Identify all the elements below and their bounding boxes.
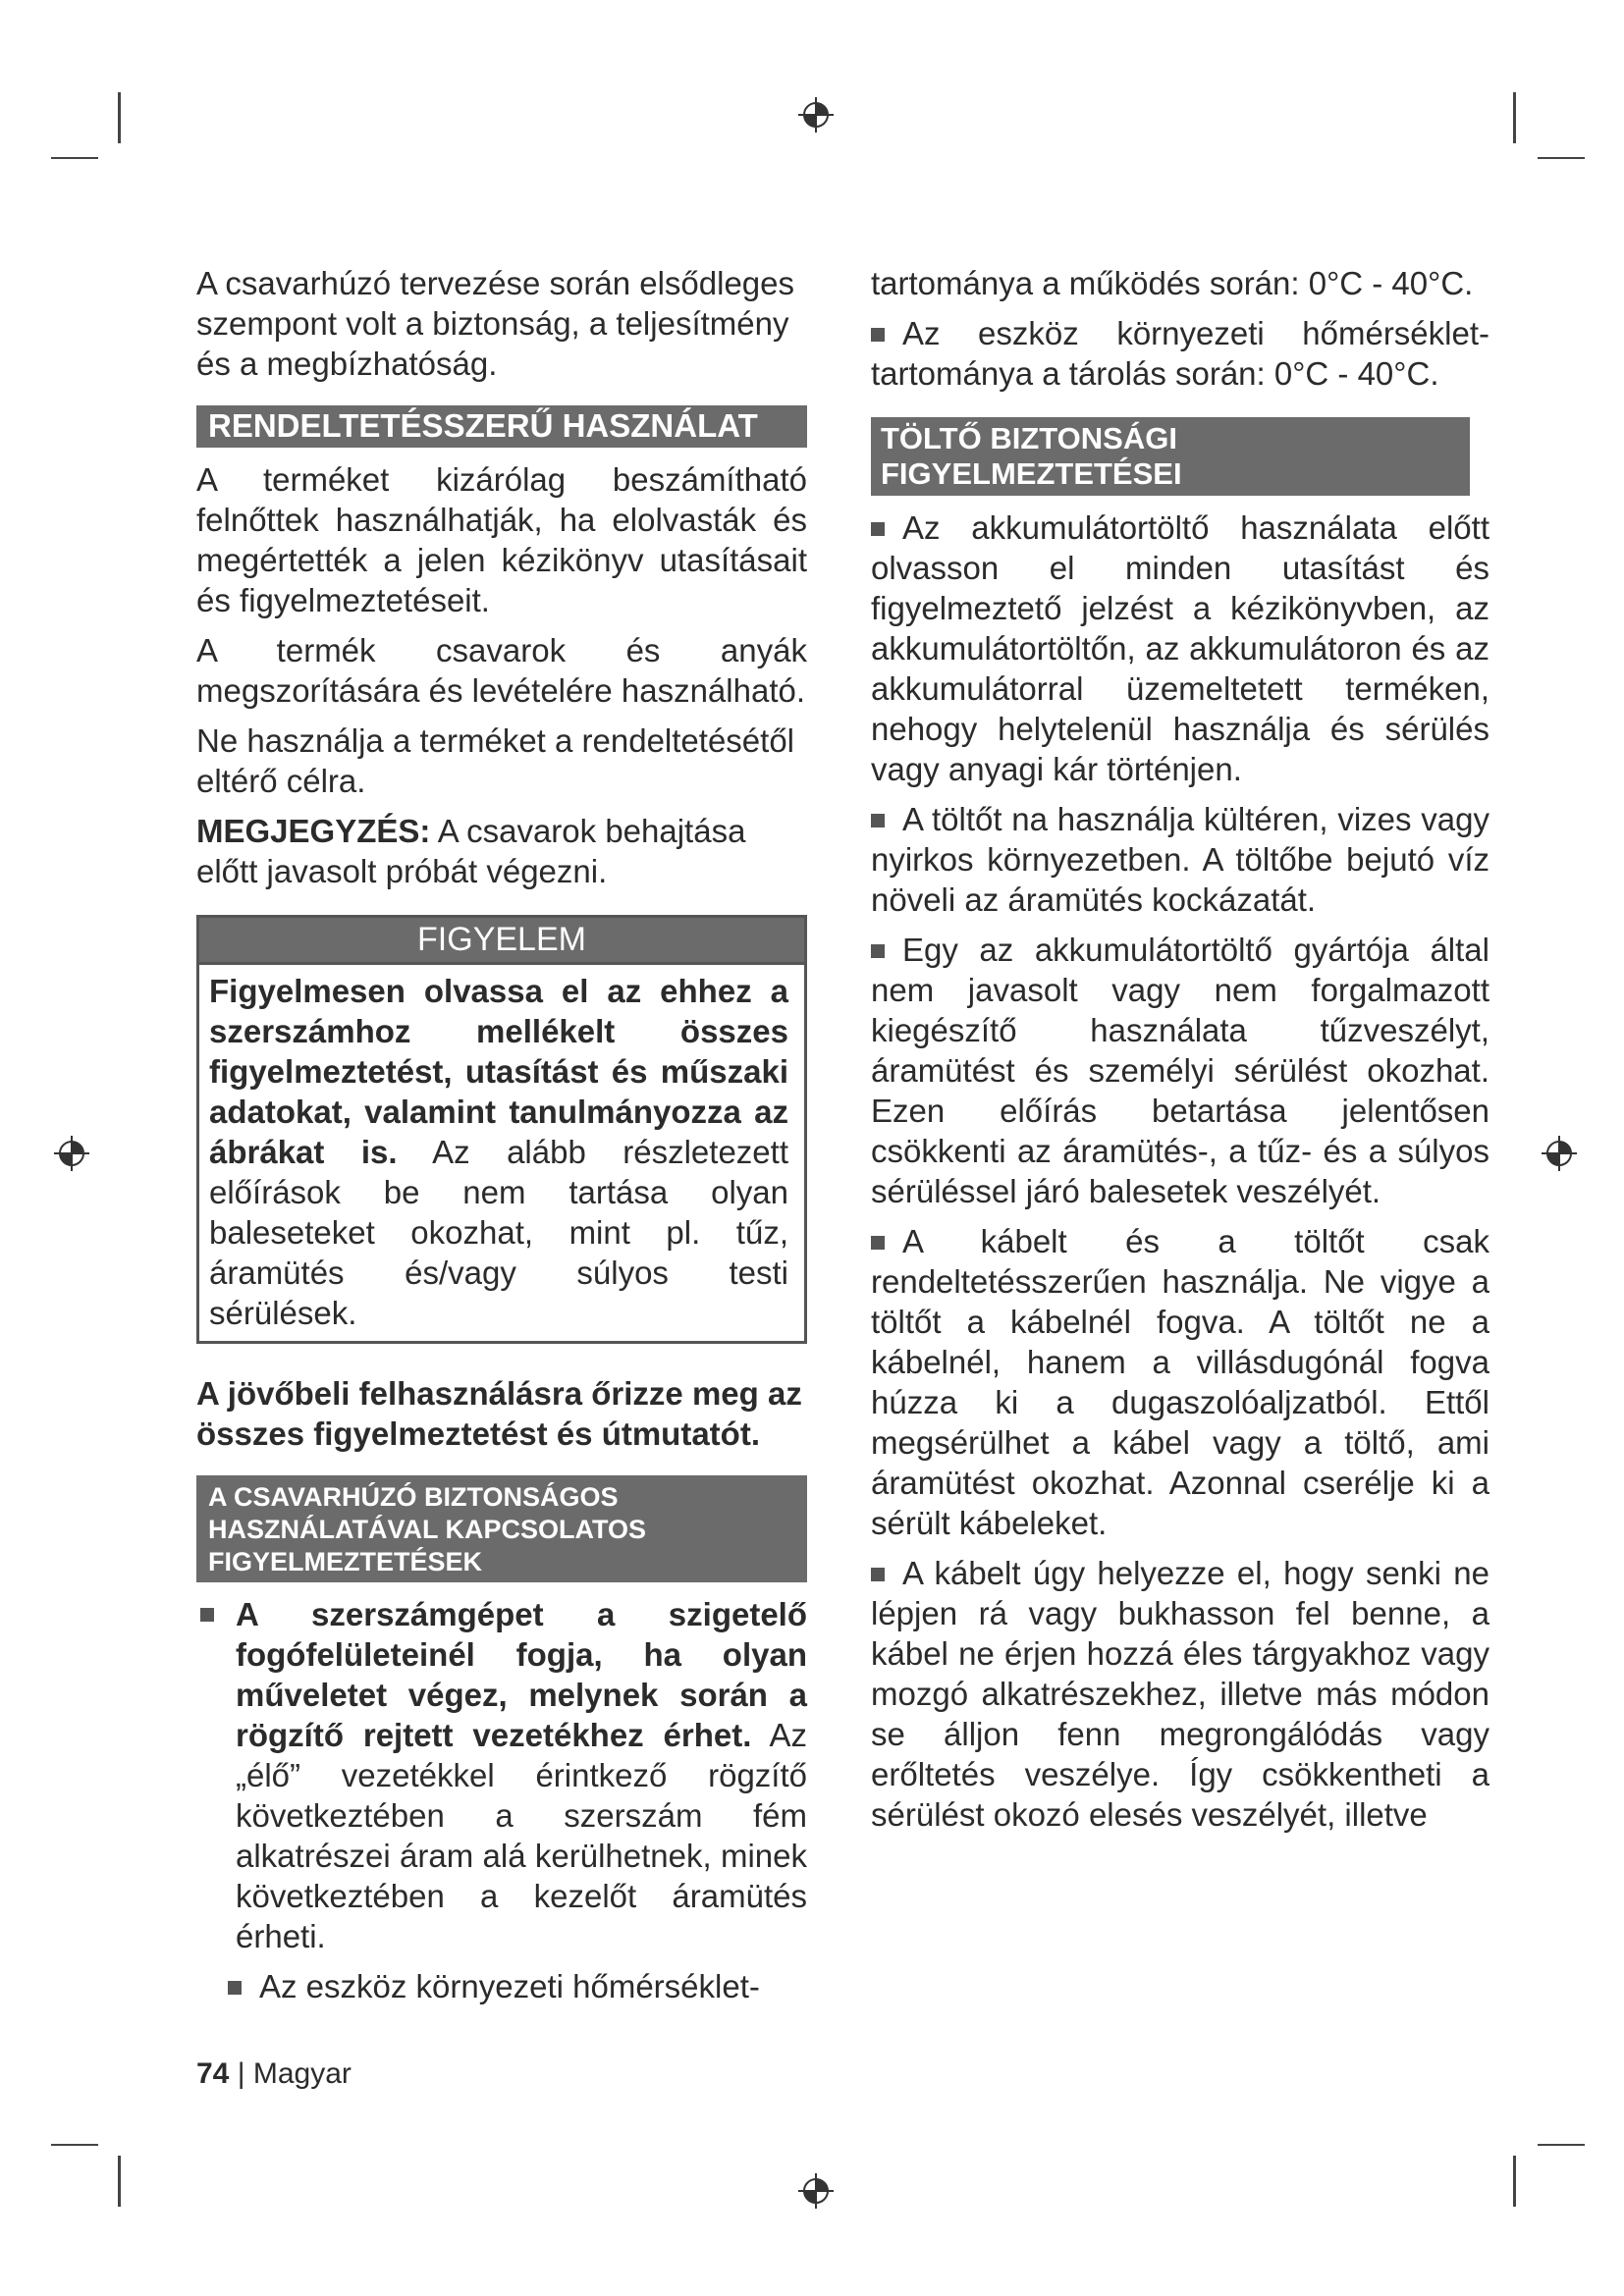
- page-number: 74: [196, 2057, 230, 2090]
- use-paragraph-1: A terméket kizárólag beszámítható felnőttek használhatják, ha elolvasták és megértették a jelen kézikönyv utasításait és figyelmeztetéseit.: [196, 461, 807, 618]
- use-paragraph-3: Ne használja a terméket a rendeltetésétől eltérő célra.: [196, 722, 795, 799]
- list-item: [871, 1553, 1489, 1835]
- temp-continuation: tartománya a működés során: 0°C - 40°C.: [871, 265, 1474, 301]
- bullet-icon: [871, 944, 885, 958]
- warning-box: [196, 915, 807, 1344]
- registration-mark-left-icon: [52, 1134, 91, 1173]
- list-item: [196, 1594, 807, 1956]
- safety-text: Az „élő” vezetékkel érintkező rögzítő következtében a szerszám fém alkatrészei áram alá kerülhetnek, minek következtében a kezelőt áramütés érheti.: [236, 1717, 808, 1954]
- charger-item-1: Az akkumulátortöltő használata előtt olvasson el minden utasítást és figyelmeztető jelzést a kézikönyvben, az akkumulátortöltőn, az akkumulátoron és az akkumulátorral üzemeltetett terméken, nehogy helytelenül használja és sérülés vagy anyagi kár történjen.: [871, 509, 1489, 787]
- bullet-icon: [228, 1981, 242, 1995]
- crop-mark-tr-h: [1538, 157, 1585, 159]
- note-label: MEGJEGYZÉS:: [196, 813, 431, 849]
- note-text: A csavarok behajtása előtt javasolt próbát végezni.: [196, 813, 746, 889]
- list-item: [871, 799, 1489, 920]
- bullet-icon: [871, 522, 885, 536]
- bullet-icon: [871, 1568, 885, 1581]
- registration-mark-bottom-icon: [796, 2171, 836, 2211]
- bullet-icon: [871, 1236, 885, 1250]
- temp-start-text: Az eszköz környezeti hőmérséklet-: [259, 1968, 760, 2004]
- bullet-icon: [871, 328, 885, 342]
- warning-title: FIGYELEM: [199, 918, 804, 965]
- heading-charger-safety: TÖLTŐ BIZTONSÁGI FIGYELMEZTETÉSEI: [871, 417, 1470, 496]
- bullet-icon: [871, 814, 885, 828]
- list-item: [871, 1221, 1489, 1543]
- crop-mark-tl-h: [51, 157, 98, 159]
- charger-item-2: A töltőt na használja kültéren, vizes vagy nyirkos környezetben. A töltőbe bejutó víz növeli az áramütés kockázatát.: [871, 801, 1489, 918]
- list-item: [871, 930, 1489, 1211]
- temp-storage: [871, 313, 1489, 394]
- crop-mark-bl-h: [51, 2144, 98, 2146]
- registration-mark-top-icon: [796, 95, 836, 134]
- list-item: [196, 1966, 807, 2006]
- crop-mark-tr-v: [1513, 92, 1516, 143]
- charger-item-3: Egy az akkumulátortöltő gyártója által nem javasolt vagy nem forgalmazott kiegészítő használata tűzveszélyt, áramütést és személyi sérülést okozhat. Ezen előírás betartása jelentősen csökkenti az áramütés-, a tűz- és a súlyos sérüléssel járó balesetek veszélyét.: [871, 932, 1489, 1209]
- list-item: [871, 507, 1489, 789]
- crop-mark-br-h: [1538, 2144, 1585, 2146]
- footer-separator: |: [229, 2057, 253, 2090]
- note-paragraph: [196, 811, 807, 891]
- left-column: [196, 263, 807, 2016]
- warning-bold-text: Figyelmesen olvassa el az ehhez a szerszámhoz mellékelt összes figyelmeztetést, utasítást és műszaki adatokat, valamint tanulmányozza az ábrákat is.: [209, 973, 788, 1170]
- warning-text: Az alább részletezett előírások be nem tartása olyan baleseteket okozhat, mint pl. tűz, áramütés és/vagy súlyos testi sérülések.: [209, 1134, 788, 1331]
- charger-item-5: A kábelt úgy helyezze el, hogy senki ne lépjen rá vagy bukhasson fel benne, a kábel ne érjen hozzá éles tárgyakhoz vagy mozgó alkatrészekhez, illetve más módon se álljon fenn megrongálódás vagy erőltetés veszélye. Így csökkentheti a sérülést okozó elesés veszélyét, illetve: [871, 1555, 1489, 1833]
- right-column: [871, 263, 1489, 1844]
- heading-screwdriver-safety: A CSAVARHÚZÓ BIZTONSÁGOS HASZNÁLATÁVAL KAPCSOLATOS FIGYELMEZTETÉSEK: [196, 1475, 807, 1582]
- charger-item-4: A kábelt és a töltőt csak rendeltetésszerűen használja. Ne vigye a töltőt a kábelnél fogva. A töltőt ne a kábelnél, hanem a villásdugónál fogva húzza ki a dugaszolóaljzatból. Ettől megsérülhet a kábel vagy a töltő, ami áramütést okozhat. Azonnal cserélje ki a sérült kábeleket.: [871, 1223, 1489, 1541]
- temp-storage-text: Az eszköz környezeti hőmérséklet-tartománya a tárolás során: 0°C - 40°C.: [871, 315, 1489, 392]
- page-footer: [196, 2057, 352, 2091]
- use-paragraph-2: A termék csavarok és anyák megszorítására és levételére használható.: [196, 632, 807, 709]
- registration-mark-right-icon: [1540, 1134, 1579, 1173]
- crop-mark-tl-v: [118, 92, 121, 143]
- keep-instructions: A jövőbeli felhasználásra őrizze meg az összes figyelmeztetést és útmutatót.: [196, 1375, 802, 1452]
- heading-intended-use: RENDELTETÉSSZERŰ HASZNÁLAT: [196, 405, 807, 448]
- warning-body: [199, 965, 804, 1341]
- charger-list: [871, 507, 1489, 1835]
- crop-mark-bl-v: [118, 2156, 121, 2207]
- crop-mark-br-v: [1513, 2156, 1516, 2207]
- intro-paragraph: A csavarhúzó tervezése során elsődleges szempont volt a biztonság, a teljesítmény és a megbízhatóság.: [196, 265, 795, 382]
- footer-language: Magyar: [252, 2057, 352, 2090]
- safety-bold-text: A szerszámgépet a szigetelő fogófelületeinél fogja, ha olyan műveletet végez, melynek során a rögzítő rejtett vezetékhez érhet.: [236, 1596, 807, 1753]
- safety-list: [196, 1594, 807, 2006]
